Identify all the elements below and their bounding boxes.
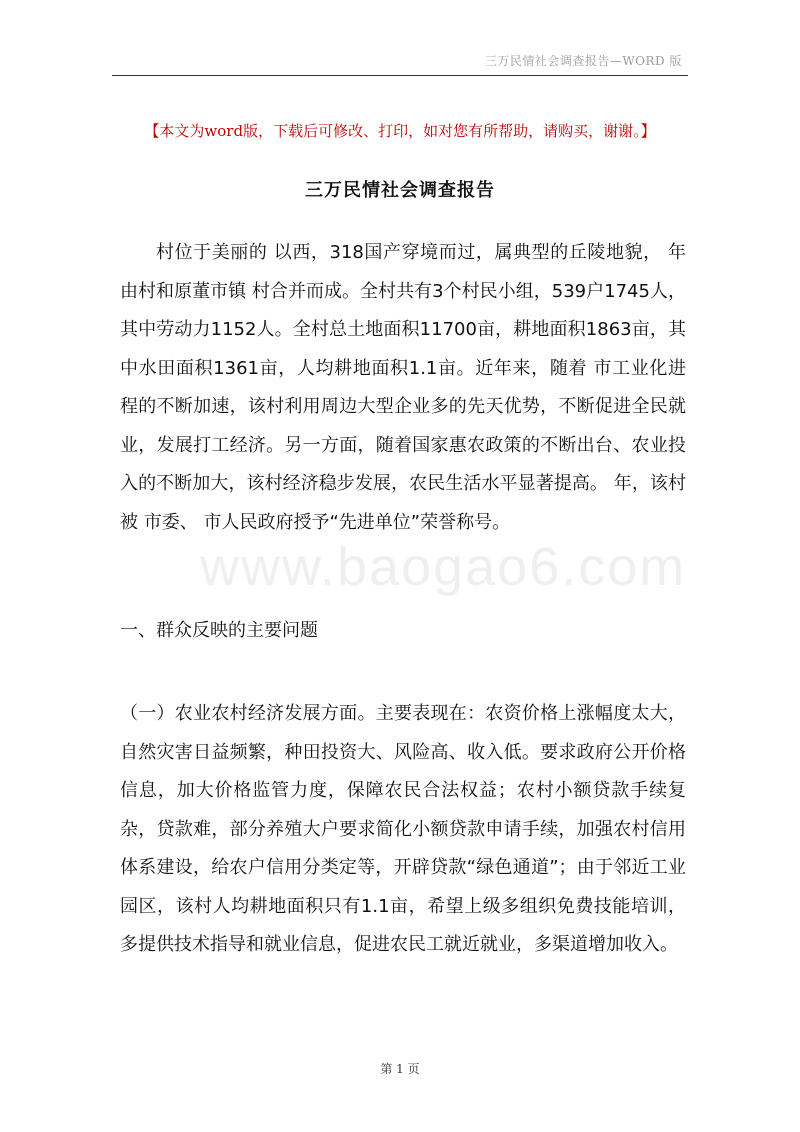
page-number: 第 1 页 — [380, 1062, 420, 1076]
document-title: 三万民情社会调查报告 — [305, 180, 495, 201]
page-header-title: 三万民情社会调查报告—WORD 版 — [484, 54, 682, 68]
subsection-paragraph: （一）农业农村经济发展方面。主要表现在：农资价格上涨幅度太大，自然灾害日益频繁，种田投资大、风险高、收入低。要求政府公开价格信息，加大价格监管力度，保障农民合法权益；农村小额贷款手续复杂，贷款难，部分养殖大户要求简化小额贷款申请手续，加强农村信用体系建设，给农户信用分类定等，开辟贷款“绿色通道”；由于邻近工业园区，该村人均耕地面积只有1.1亩，希望上级多组织免费技能培训，多提供技术指导和就业信息，促进农民工就近就业，多渠道增加收入。 — [120, 703, 686, 955]
purchase-notice: 【本文为word版，下载后可修改、打印，如对您有所帮助，请购买，谢谢。】 — [144, 122, 656, 140]
watermark-text: www.baogao6.com — [200, 537, 687, 597]
intro-paragraph: 村位于美丽的 以西，318国产穿境而过，属典型的丘陵地貌， 年由村和原董市镇 村合并而成。全村共有3个村民小组，539户1745人，其中劳动力1152人。全村总土地面积11700亩，耕地面积1863亩，其中水田面积1361亩，人均耕地面积1.1亩。近年来，随着 市工业化进程的不断加速，该村利用周边大型企业多的先天优势，不断促进全民就业，发展打工经济。另一方面，随着国家惠农政策的不断出台、农业投入的不断加大，该村经济稳步发展，农民生活水平显著提高。 年，该村被 市委、 市人民政府授予“先进单位”荣誉称号。 — [120, 242, 686, 533]
section-heading: 一、群众反映的主要问题 — [120, 620, 318, 641]
header-divider — [112, 75, 688, 76]
